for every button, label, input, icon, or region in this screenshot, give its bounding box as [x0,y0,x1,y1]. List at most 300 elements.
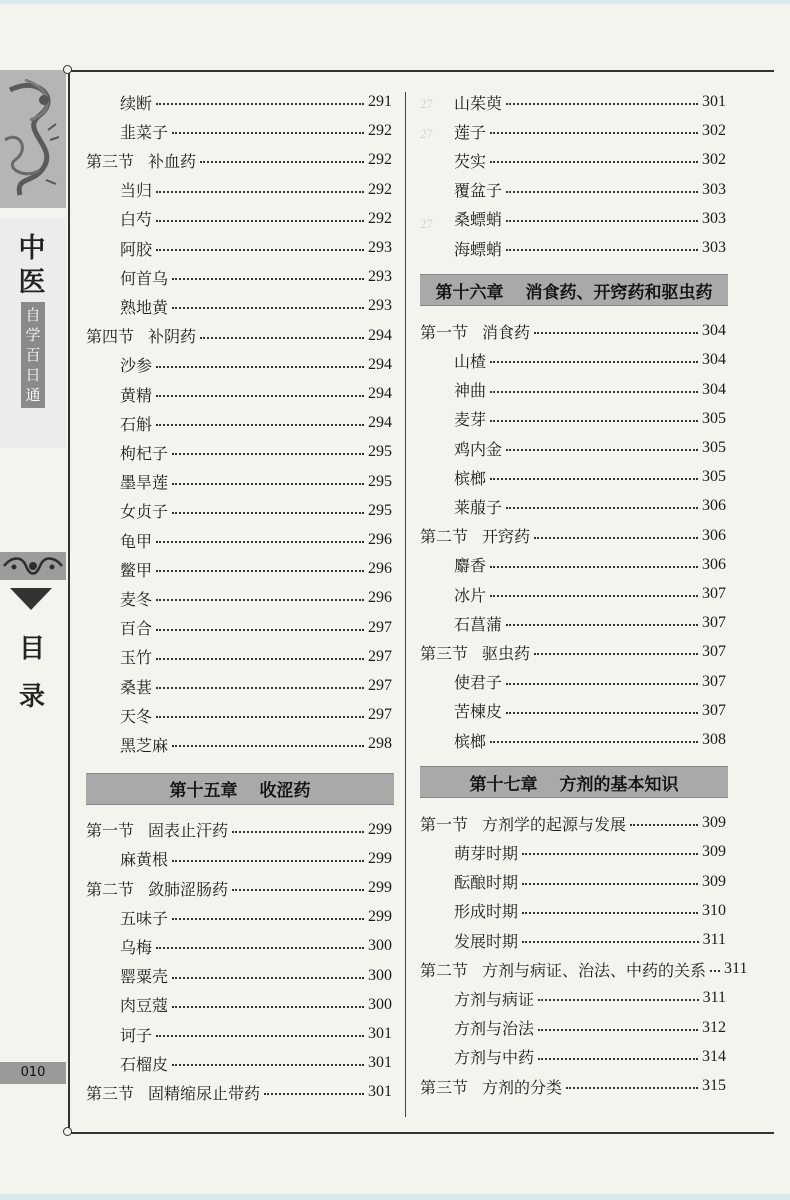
section-title [420,320,530,343]
page-ref: 301 [368,1025,392,1042]
dot-leader [506,683,698,685]
page-ref: 299 [368,849,392,867]
bleed-through-mark: 27 [420,126,433,141]
item-label: 石菖蒲 [454,614,503,634]
section-label: 开窍药 [482,527,531,547]
page-ref: 306 [702,526,726,544]
section-number: 第一节 [420,322,469,342]
dot-leader [232,889,364,891]
page-ref: 299 [368,820,392,838]
page-ref: 301 [702,93,726,110]
toc-item-entry[interactable] [120,963,392,989]
dot-leader [490,132,698,134]
item-label: 女贞子 [120,502,169,522]
dot-leader [172,1006,364,1008]
toc-section-entry[interactable] [86,817,392,843]
page-ref: 311 [702,989,726,1007]
item-label: 莱菔子 [454,497,503,517]
book-subtitle-char: 学 [25,326,41,344]
dot-leader [506,220,698,222]
toc-item-entry[interactable] [120,352,392,378]
dot-leader [490,741,698,743]
triangle-marker-icon [10,588,52,610]
toc-item-entry[interactable] [454,839,726,865]
dot-leader [506,191,698,193]
item-label: 方剂与病证 [454,989,535,1009]
section-title [86,877,228,900]
section-title [86,1081,260,1104]
item-label: 酝酿时期 [454,873,519,893]
section-title [420,1075,562,1098]
toc-item-entry[interactable] [454,406,726,432]
chapter-number: 第十五章 [169,781,238,802]
frame-corner-icon [63,65,72,74]
toc-section-entry[interactable] [420,523,726,549]
section-number: 第二节 [420,527,469,547]
section-label-char-1: 目 [18,634,45,664]
page-ref: 309 [702,843,726,861]
section-number: 第三节 [420,643,469,663]
dot-leader [490,420,698,422]
page-ref: 307 [702,643,726,661]
page-ref: 301 [368,1083,392,1101]
chapter-title: 方剂的基本知识 [559,774,679,795]
dot-leader [172,1064,364,1066]
dot-leader [490,595,698,597]
item-label: 神曲 [454,381,487,401]
toc-section-entry[interactable] [420,318,726,344]
item-label: 阿胶 [120,239,153,259]
book-title-block [0,218,66,448]
toc-item-entry[interactable] [120,293,392,319]
page-ref: 292 [368,209,392,227]
section-title [86,324,196,347]
page-ref: 310 [702,901,726,919]
dot-leader [156,599,364,601]
section-label: 消食药 [482,322,531,342]
dot-leader [172,977,364,979]
toc-item-entry[interactable] [120,206,392,232]
toc-section-entry[interactable] [86,1079,392,1105]
toc-item-entry[interactable] [454,206,726,232]
item-label: 玉竹 [120,648,153,668]
toc-item-entry[interactable] [454,493,726,519]
top-scan-band [0,0,790,4]
page-ref: 297 [368,706,392,724]
dot-leader [156,947,364,949]
bottom-scan-band [0,1194,790,1200]
dot-leader [156,103,364,105]
toc-section-entry[interactable] [420,956,748,982]
frame-top-rule [68,70,774,72]
book-subtitle-char: 自 [25,306,41,324]
item-label: 石榴皮 [120,1054,169,1074]
section-label-char-2: 录 [18,682,45,712]
item-label: 形成时期 [454,902,519,922]
section-number: 第一节 [420,814,469,834]
chapter-title: 消食药、开窍药和驱虫药 [525,282,713,303]
page-ref: 302 [702,151,726,169]
toc-item-entry[interactable] [454,347,726,373]
item-label: 桑葚 [120,677,153,697]
page-ref: 315 [702,1077,726,1094]
item-label: 芡实 [454,151,487,171]
dot-leader [172,512,364,514]
dot-leader [538,1058,698,1060]
item-label: 何首乌 [120,268,169,288]
page-ref: 303 [702,209,726,227]
frame-left-rule [68,70,70,1132]
section-label: 方剂学的起源与发展 [482,814,627,834]
toc-section-entry[interactable] [86,875,392,901]
book-subtitle-char: 通 [25,386,41,404]
item-label: 乌梅 [120,937,153,957]
page-ref: 304 [702,322,726,340]
page-ref: 296 [368,560,392,578]
dot-leader [172,860,364,862]
item-label: 海螵蛸 [454,239,503,259]
item-label: 黄精 [120,385,153,405]
item-label: 白芍 [120,210,153,230]
dot-leader [522,912,698,914]
item-label: 韭菜子 [120,122,169,142]
toc-item-entry[interactable] [120,381,392,407]
chapter-heading [420,766,728,798]
toc-item-entry[interactable] [120,498,392,524]
item-label: 黑芝麻 [120,735,169,755]
item-label: 石斛 [120,414,153,434]
page-ref: 305 [702,439,726,456]
chapter-heading [86,773,394,805]
chapter-number: 第十六章 [435,282,504,303]
toc-item-entry[interactable] [454,177,726,203]
item-label: 方剂与中药 [454,1048,535,1068]
toc-item-entry[interactable] [454,698,726,724]
item-label: 肉豆蔻 [120,996,169,1016]
toc-item-entry[interactable] [120,1021,392,1047]
toc-item-entry[interactable] [454,1044,726,1070]
item-label: 槟榔 [454,731,487,751]
item-label: 山楂 [454,351,487,371]
toc-item-entry[interactable] [454,118,726,144]
toc-item-entry[interactable] [454,669,726,695]
toc-item-entry[interactable] [454,552,726,578]
toc-item-entry[interactable] [120,118,392,144]
dot-leader [156,570,364,572]
dot-leader [200,161,364,163]
book-sidebar [0,70,66,1132]
page-ref: 297 [368,647,392,665]
item-label: 莲子 [454,122,487,142]
toc-item-entry[interactable] [454,727,726,753]
toc-item-entry[interactable] [120,933,392,959]
item-label: 当归 [120,181,153,201]
page-ref: 294 [368,355,392,373]
section-label: 驱虫药 [482,643,531,663]
dot-leader [490,161,698,163]
item-label: 方剂与治法 [454,1019,535,1039]
dot-leader [534,537,698,539]
toc-item-entry[interactable] [120,1050,392,1076]
page-ref: 294 [368,385,392,402]
dot-leader [506,449,698,451]
toc-item-entry[interactable] [120,556,392,582]
dot-leader [534,653,698,655]
page-ref: 303 [702,180,726,198]
page-ref: 300 [368,995,392,1013]
toc-item-entry[interactable] [120,235,392,261]
page-ref: 307 [702,672,726,690]
frame-bottom-rule [68,1132,774,1134]
item-label: 鳖甲 [120,560,153,580]
dot-leader [156,687,364,689]
page-ref: 302 [702,122,726,140]
dot-leader [156,541,364,543]
page-ref: 307 [702,701,726,719]
page-ref: 311 [724,960,748,978]
dot-leader [156,220,364,222]
toc-section-entry[interactable] [420,810,726,836]
toc-item-entry[interactable] [454,869,726,895]
toc-item-entry[interactable] [120,439,392,465]
item-label: 麻黄根 [120,850,169,870]
item-label: 龟甲 [120,531,153,551]
section-title [86,149,196,172]
page-ref: 295 [368,443,392,461]
page-ref: 305 [702,409,726,427]
toc-item-entry[interactable] [454,147,726,173]
page-ref: 292 [368,122,392,140]
toc-item-entry[interactable] [454,898,726,924]
page-ref: 305 [702,468,726,486]
toc-item-entry[interactable] [120,904,392,930]
scroll-ornament-icon [0,552,66,580]
toc-item-entry[interactable] [120,615,392,641]
dot-leader [506,249,698,251]
toc-item-entry[interactable] [120,644,392,670]
item-label: 山茱萸 [454,93,503,113]
toc-item-entry[interactable] [120,527,392,553]
toc-item-entry[interactable] [120,846,392,872]
item-label: 罂粟壳 [120,967,169,987]
dot-leader [172,307,364,309]
page-ref: 306 [702,497,726,515]
page-ref: 307 [702,585,726,602]
page-ref: 293 [368,297,392,315]
item-label: 熟地黄 [120,297,169,317]
dot-leader [172,453,364,455]
page-ref: 296 [368,531,392,548]
dot-leader [200,337,364,339]
page-ref: 297 [368,677,392,694]
section-number: 第三节 [86,151,135,171]
item-label: 苦楝皮 [454,702,503,722]
page-ref: 294 [368,326,392,344]
item-label: 天冬 [120,706,153,726]
toc-item-entry[interactable] [120,177,392,203]
dot-leader [156,629,364,631]
dot-leader [172,483,364,485]
toc-item-entry[interactable] [120,992,392,1018]
page-ref: 296 [368,589,392,607]
section-number: 第一节 [86,821,135,841]
dot-leader [506,507,698,509]
toc-item-entry[interactable] [454,464,726,490]
dot-leader [538,1029,698,1031]
item-label: 使君子 [454,673,503,693]
page-ref: 301 [368,1054,392,1072]
page-ref: 295 [368,501,392,519]
dot-leader [630,824,698,826]
toc-item-entry[interactable] [120,469,392,495]
item-label: 百合 [120,619,153,639]
toc-item-entry[interactable] [120,731,392,757]
item-label: 麦芽 [454,410,487,430]
page-ref: 303 [702,239,726,256]
page-ref: 312 [702,1018,726,1036]
section-label: 补血药 [148,151,197,171]
page-ref: 292 [368,151,392,169]
chapter-heading [420,274,728,306]
toc-section-entry[interactable] [420,639,726,665]
toc-item-entry[interactable] [454,1015,726,1041]
dot-leader [156,716,364,718]
bleed-through-mark: 27 [420,216,433,231]
section-title [420,641,530,664]
dot-leader [156,424,364,426]
dragon-ornament-icon [0,70,66,208]
dot-leader [232,831,364,833]
item-label: 发展时期 [454,931,519,951]
page-ref: 295 [368,472,392,490]
page-ref: 309 [702,872,726,890]
section-label: 敛肺涩肠药 [148,879,229,899]
toc-item-entry[interactable] [454,610,726,636]
book-subtitle-char: 百 [25,346,41,364]
toc-item-entry[interactable] [120,673,392,699]
page-ref: 293 [368,268,392,286]
page-ref: 297 [368,618,392,636]
item-label: 诃子 [120,1025,153,1045]
dot-leader [490,361,698,363]
item-label: 枸杞子 [120,443,169,463]
item-label: 冰片 [454,585,487,605]
page-ref: 307 [702,614,726,632]
dot-leader [172,745,364,747]
section-number: 第三节 [86,1083,135,1103]
section-label: 补阴药 [148,327,197,347]
section-number: 第三节 [420,1077,469,1097]
dot-leader [172,278,364,280]
toc-item-entry[interactable] [120,89,392,115]
section-title [420,812,626,835]
dot-leader [156,1035,364,1037]
item-label: 萌芽时期 [454,843,519,863]
dot-leader [506,712,698,714]
toc-item-entry[interactable] [454,581,726,607]
toc-item-entry[interactable] [454,985,726,1011]
toc-item-entry[interactable] [120,702,392,728]
dot-leader [156,191,364,193]
toc-section-entry[interactable] [420,1073,726,1099]
page-ref: 293 [368,239,392,256]
dot-leader [538,999,699,1001]
section-label: 方剂的分类 [482,1077,563,1097]
toc-item-entry[interactable] [120,410,392,436]
toc-section-entry[interactable] [86,323,392,349]
toc-item-entry[interactable] [120,585,392,611]
page-ref: 309 [702,814,726,832]
chapter-title: 收涩药 [259,781,311,802]
page-ref: 311 [702,931,726,948]
frame-corner-icon [63,1127,72,1136]
page-ref: 308 [702,731,726,748]
toc-item-entry[interactable] [454,927,726,953]
toc-section-entry[interactable] [86,147,392,173]
section-number: 第二节 [420,960,469,980]
dot-leader [264,1093,364,1095]
dot-leader [156,658,364,660]
page-ref: 300 [368,937,392,955]
page-ref: 298 [368,735,392,753]
page-ref: 304 [702,351,726,369]
book-title-char-2: 医 [18,267,46,298]
dot-leader [710,970,720,972]
item-label: 桑螵蛸 [454,210,503,230]
book-subtitle [21,302,45,408]
page-number: 010 [0,1062,66,1084]
page-ref: 306 [702,555,726,573]
item-label: 鸡内金 [454,439,503,459]
item-label: 麝香 [454,556,487,576]
section-title [420,958,706,981]
column-divider [405,92,406,1117]
item-label: 续断 [120,93,153,113]
book-title-char-1: 中 [18,233,46,264]
section-label: 固精缩尿止带药 [148,1083,261,1103]
page-ref: 299 [368,908,392,926]
section-number: 第二节 [86,879,135,899]
dot-leader [534,332,698,334]
dot-leader [506,103,698,105]
item-label: 五味子 [120,908,169,928]
dot-leader [522,883,698,885]
dot-leader [522,941,699,943]
section-title [420,524,530,547]
dot-leader [490,478,698,480]
page-ref: 314 [702,1047,726,1065]
dot-leader [522,853,698,855]
section-number: 第四节 [86,327,135,347]
item-label: 墨旱莲 [120,473,169,493]
toc-item-entry[interactable] [454,89,726,115]
item-label: 麦冬 [120,589,153,609]
dot-leader [156,249,364,251]
section-label: 固表止汗药 [148,821,229,841]
toc-item-entry[interactable] [120,264,392,290]
page-ref: 299 [368,879,392,896]
chapter-number: 第十七章 [469,774,538,795]
dot-leader [566,1087,698,1089]
page-ref: 294 [368,414,392,432]
toc-item-entry[interactable] [454,235,726,261]
page-ref: 292 [368,180,392,198]
item-label: 槟榔 [454,468,487,488]
section-title [86,818,228,841]
book-subtitle-char: 日 [25,366,41,384]
toc-item-entry[interactable] [454,435,726,461]
toc-item-entry[interactable] [454,377,726,403]
